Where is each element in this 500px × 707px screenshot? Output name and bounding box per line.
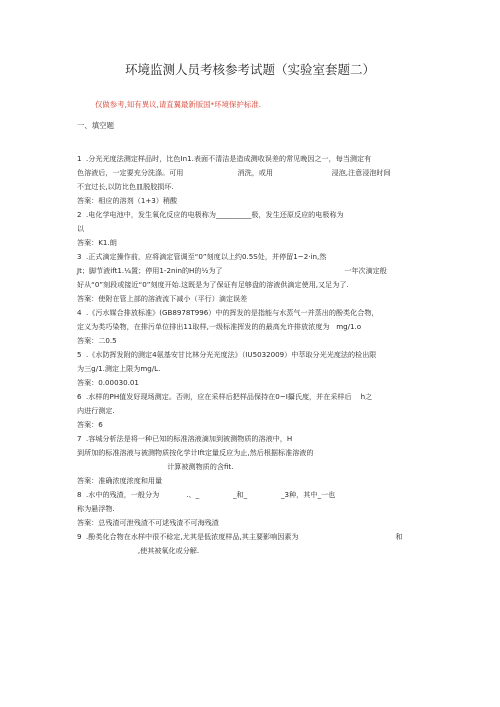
text-line bbox=[77, 224, 84, 233]
text-line-content: 色溶液后，一定要充分洗涤。可用 消洗，或用 浸泡,注意浸泡时间 bbox=[77, 168, 391, 177]
text-line bbox=[77, 518, 219, 527]
text-line bbox=[77, 308, 379, 317]
text-line-content: 定义为类巧染物，在排污单位排出11取样,一级标准挥发的的最高允许排放浓度为 mg/1.o bbox=[77, 322, 362, 331]
text-line-content: 答案：K1.朗 bbox=[77, 238, 117, 247]
text-line bbox=[77, 406, 115, 415]
text-line-content: 答案：相应的溶剂（1+3）稍酸 bbox=[77, 196, 178, 205]
text-line-content: 答案：总残渣可泄残渣不可逑残渣不可海残渣 bbox=[77, 518, 219, 527]
text-line bbox=[77, 154, 371, 163]
text-line bbox=[77, 532, 403, 541]
text-line-content: 答案：二0.5 bbox=[77, 336, 117, 345]
text-line bbox=[77, 210, 344, 219]
text-line-content: 1 .分光光度法测定样品时，比色In1.表面不清洁是造成测收误差的常见晚因之一，每当测定有 bbox=[77, 154, 372, 163]
text-line bbox=[77, 378, 139, 387]
text-line-content: 2 .电化学电池中，发生氧化反应的电极称为__________极，发生还原反应的电极称为 bbox=[77, 210, 344, 219]
text-line-content: 到所加的标准溶液与被测物质按化学计Ift定量反应为止,然后根据标准溶液的 bbox=[77, 448, 314, 457]
text-line-content: 4 .《污水媒合排放标准》(GB8978T996）中的挥发的是指能与水蒸气一并蒸出的酚类化合物， bbox=[77, 308, 379, 317]
text-line-content: 5 .《水防挥发附的测定4氨基安甘比林分光光度法》（IU5032009）中萃取分光光度法的检出限 bbox=[77, 350, 377, 359]
text-line bbox=[77, 322, 361, 331]
text-line-content: 以 bbox=[77, 224, 85, 233]
text-line bbox=[77, 294, 247, 303]
text-line-content: 为三g/1.测定上限为mg/L. bbox=[77, 364, 161, 373]
text-line bbox=[77, 182, 174, 191]
text-line-content: 答案：0.00030.01 bbox=[77, 378, 139, 387]
text-line bbox=[77, 238, 117, 247]
text-line bbox=[77, 336, 117, 345]
text-line bbox=[77, 490, 335, 499]
text-line bbox=[77, 448, 314, 457]
text-line bbox=[77, 462, 233, 471]
text-line bbox=[77, 434, 292, 443]
text-line bbox=[77, 546, 199, 555]
text-line bbox=[77, 196, 177, 205]
text-line-content: 7 .容城分析法是将一种已知的标准溶液滴加到被测物质的溶液中，H bbox=[77, 434, 293, 443]
text-line-content: 9 .酚类化合物在水样中很不稔定,尤其是低浓度样品,其主要影响因素为 和 bbox=[77, 532, 403, 541]
text-line bbox=[77, 504, 115, 513]
text-line-content: Jt；脚节液ift1.¼置；停用1-2nin的H的½为了 一年次滴定般 bbox=[77, 266, 387, 275]
text-line bbox=[77, 280, 349, 289]
text-line-content: 答案：准确浓度浓度和用量 bbox=[77, 476, 163, 485]
text-line-content: 内进行测定. bbox=[77, 406, 115, 415]
text-line-content: 计算被测物质的含fit. bbox=[77, 462, 234, 471]
text-line-content: 6 .水样的PH值发好现场测定。否则，应在采样后把样品保持在0~I攝氏度，并在采样后 h之 bbox=[77, 392, 373, 401]
text-line-content: ,使其被氧化或分解. bbox=[77, 546, 200, 555]
section-heading: 一、填空题 bbox=[77, 121, 114, 130]
text-line bbox=[77, 168, 391, 177]
text-line bbox=[77, 350, 376, 359]
text-line-content: 8 .水中的残渣，一般分为 .、_ _和_ _3种，其中_一也 bbox=[77, 490, 336, 499]
reference-note: 仅做参考,知有異议,请直翼最新版国*环境保护标准. bbox=[95, 100, 261, 109]
text-line-content: 3 .正式滴定操作前，应将滴定管调至“0”刻度以上约0.5S处，并停留1~2·in,然 bbox=[77, 252, 327, 261]
text-line bbox=[77, 392, 372, 401]
text-line-content: 答案：6 bbox=[77, 420, 103, 429]
text-line bbox=[77, 266, 387, 275]
text-line-content: 答案：使附在管上部的溶液流下减小（平行）滴定误差 bbox=[77, 294, 248, 303]
text-line bbox=[77, 420, 103, 429]
text-line-content: 称为悬浮物. bbox=[77, 504, 115, 513]
text-line bbox=[77, 364, 160, 373]
document-title: 环境监测人员考核参考试题（实验室套题二） bbox=[124, 62, 375, 77]
text-line-content: 不宜过长,以防比色皿脱胶损坏. bbox=[77, 182, 174, 191]
text-line bbox=[77, 252, 326, 261]
text-line bbox=[77, 476, 162, 485]
text-line-content: 好从“0”刻段或接近“0”刻度开始.这既是为了保证有足够盘的溶液供滴定使用,又足为了. bbox=[77, 280, 349, 289]
